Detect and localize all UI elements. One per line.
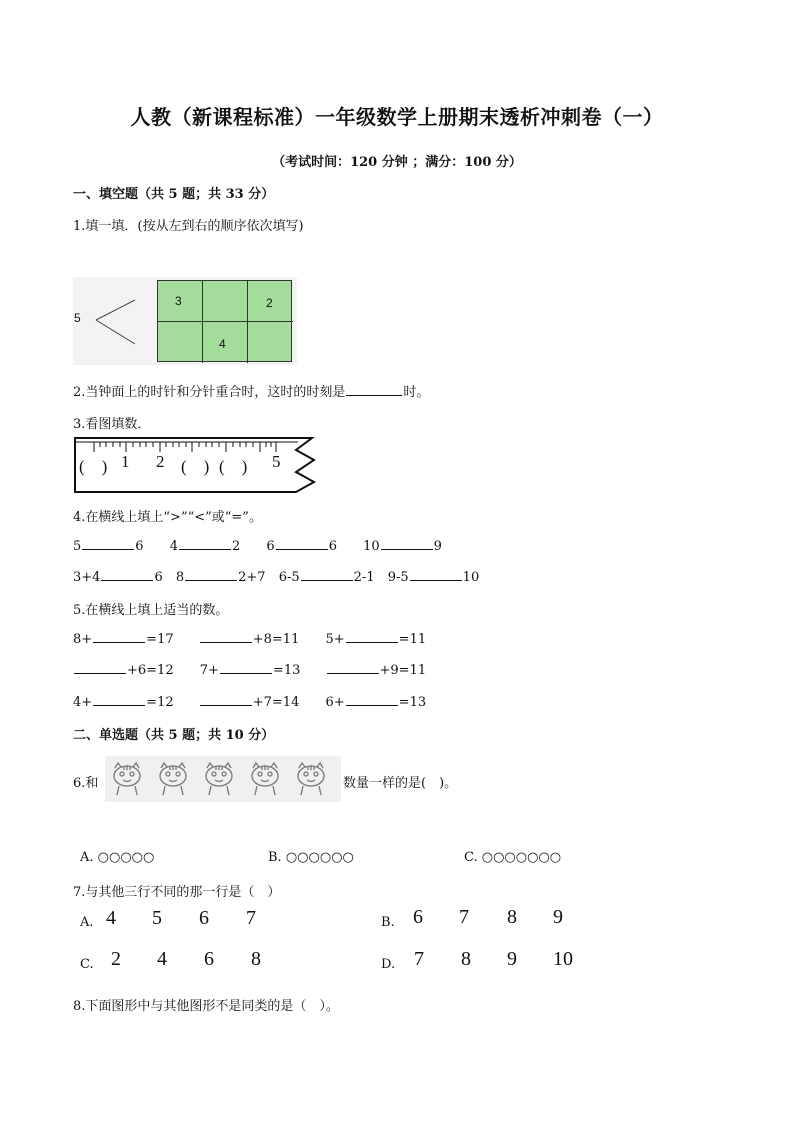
option-b[interactable]: B. ○○○○○○ [268,850,354,865]
ruler-blank[interactable]: ( ) [219,457,248,476]
answer-blank[interactable] [327,661,379,674]
answer-blank[interactable] [179,537,231,550]
question-2-suffix: 时。 [403,385,430,400]
question-7-text: 7.与其他三行不同的那一行是（ ） [73,885,281,900]
option-a[interactable]: A. ○○○○○ [80,850,155,865]
question-8-text: 8.下面图形中与其他图形不是同类的是（ ）。 [73,999,339,1014]
option-c[interactable]: C. ○○○○○○○ [464,850,562,865]
fill-row-2: +6=12 7+ =13 +9=11 [73,661,426,678]
answer-blank[interactable] [185,568,237,581]
fill-row-3: 4+ =12 +7=14 6+ =13 [73,695,427,710]
answer-blank[interactable] [346,383,402,396]
option-b-row[interactable]: B. 6 7 8 9 [381,906,563,930]
number-grid [157,280,292,362]
ruler-number: 5 [272,452,281,471]
question-2 [73,381,429,400]
option-c-row[interactable]: C. 2 4 6 8 [80,948,261,972]
question-2-text: 2.当钟面上的时针和分针重合时，这时的时刻是 [73,385,346,400]
option-d-row[interactable]: D. 7 8 9 10 [381,948,573,972]
question-5-text: 5.在横线上填上适当的数。 [73,603,229,618]
answer-blank[interactable] [93,630,145,643]
grid-cell[interactable] [248,322,293,363]
question-4-text: 4.在横线上填上“>”“<”或“=”。 [73,510,262,525]
answer-blank[interactable] [346,693,398,706]
answer-blank[interactable] [346,630,398,643]
answer-blank[interactable] [82,537,134,550]
answer-blank[interactable] [93,693,145,706]
answer-blank[interactable] [200,693,252,706]
answer-blank[interactable] [301,568,353,581]
grid-cell[interactable]: 2 [248,281,293,322]
ruler-number: 2 [156,452,165,471]
question-6-suffix: 数量一样的是( )。 [343,776,458,791]
tiger-picture-group [105,756,341,802]
compare-row-2: 3+4 6 8 2+7 6-5 2-1 9-5 10 [73,570,480,585]
answer-blank[interactable] [220,661,272,674]
split-number: 5 [74,311,81,325]
option-a-row[interactable]: A. 4 5 6 7 [80,907,256,930]
answer-blank[interactable] [276,537,328,550]
answer-blank[interactable] [74,661,126,674]
grid-cell[interactable]: 3 [158,281,203,322]
ruler-figure [74,436,318,496]
answer-blank[interactable] [101,568,153,581]
compare-row-1: 5 6 4 2 6 6 10 9 [73,539,442,554]
answer-blank[interactable] [410,568,462,581]
exam-info: （考试时间：120 分钟 ；满分：100 分） [272,155,522,170]
grid-cell[interactable] [158,322,203,363]
grid-cell[interactable]: 4 [203,322,248,363]
answer-blank[interactable] [381,537,433,550]
ruler-number: 1 [121,452,130,471]
question-1-text: 1.填一填．(按从左到右的顺序依次填写) [73,219,304,234]
tiger-icon [105,756,341,802]
question-6-prefix: 6.和 [73,776,99,791]
section-heading-single-choice: 二、单选题（共 5 题；共 10 分） [73,728,275,743]
section-heading-fill-blank: 一、填空题（共 5 题；共 33 分） [73,187,275,202]
answer-blank[interactable] [200,630,252,643]
fill-row-1: 8+ =17 +8=11 5+ =11 [73,632,427,647]
ruler-blank[interactable]: ( ) [181,457,210,476]
split-lines-icon [93,297,143,347]
grid-cell[interactable] [203,281,248,322]
ruler-blank[interactable]: ( ) [79,457,108,476]
page-title: 人教（新课程标准）一年级数学上册期末透析冲刺卷（一） [130,105,664,129]
question-3-text: 3.看图填数． [73,417,151,432]
